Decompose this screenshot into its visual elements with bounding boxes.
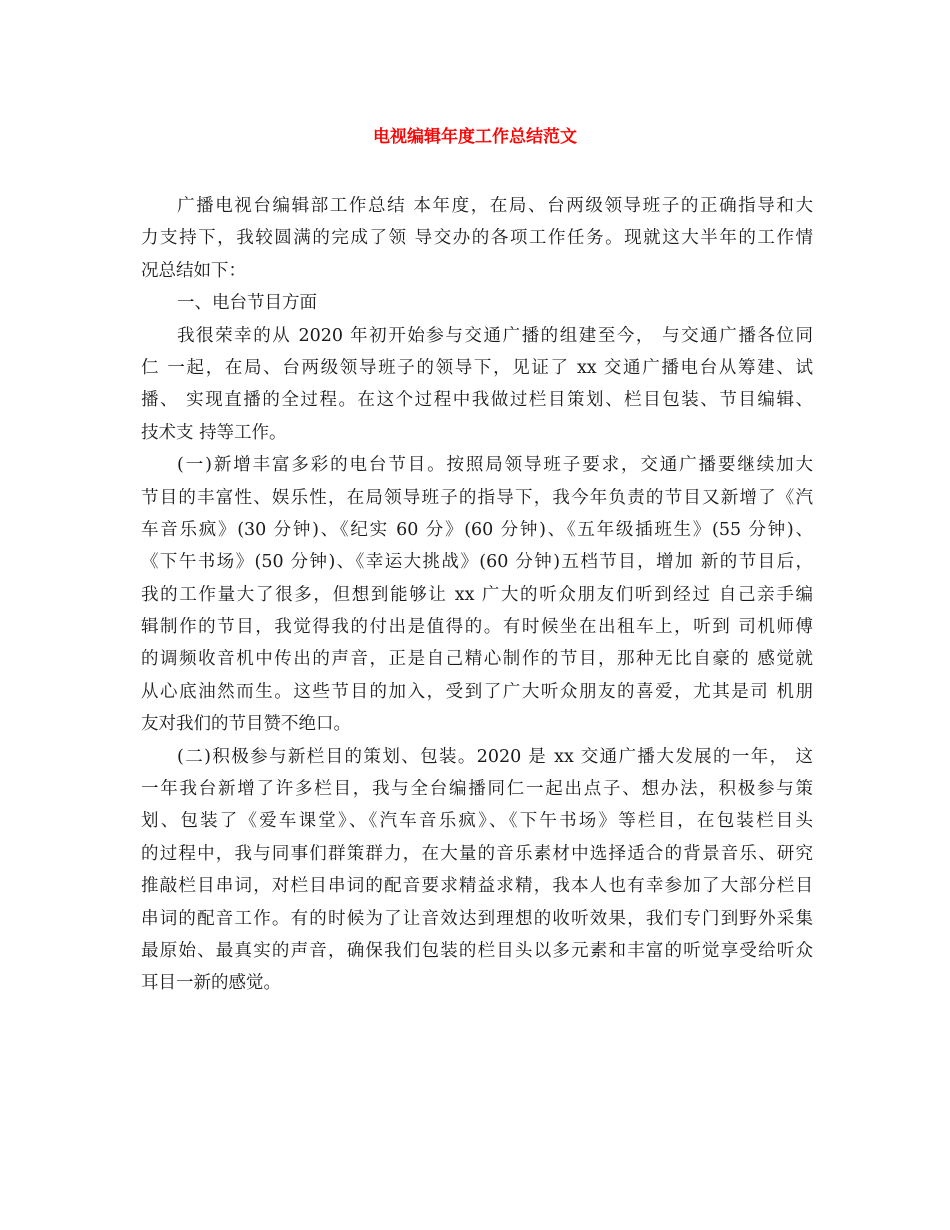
document-title: 电视编辑年度工作总结范文	[373, 127, 577, 147]
body-line: 我很荣幸的从 2020 年初开始参与交通广播的组建至今， 与交通广播各位同	[177, 325, 813, 346]
body-line: 划、包装了《爱车课堂》、《汽车音乐疯》、《下午书场》等栏目，在包装栏目头	[141, 811, 813, 832]
body-line: 我的工作量大了很多，但想到能够让 xx 广大的听众朋友们听到经过 自己亲手编	[141, 584, 813, 605]
body-line: 一年我台新增了许多栏目，我与全台编播同仁一起出点子、想办法，积极参与策	[141, 779, 813, 800]
body-line: 推敲栏目串词，对栏目串词的配音要求精益求精，我本人也有幸参加了大部分栏目	[141, 876, 813, 897]
body-line: 技术支 持等工作。	[141, 422, 287, 443]
body-line: 《下午书场》(50 分钟)、《幸运大挑战》(60 分钟)五档节目，增加 新的节目后，	[141, 552, 813, 573]
document-body	[141, 190, 813, 1000]
body-line: 力支持下，我较圆满的完成了领 导交办的各项工作任务。现就这大半年的工作情	[141, 228, 813, 249]
body-line: 耳目一新的感觉。	[141, 973, 281, 994]
body-line: 一、电台节目方面	[177, 293, 317, 314]
body-line: 串词的配音工作。有的时候为了让音效达到理想的收听效果，我们专门到野外采集	[141, 908, 813, 929]
body-line: 况总结如下：	[141, 260, 246, 281]
body-line: 仁 一起，在局、台两级领导班子的领导下，见证了 xx 交通广播电台从筹建、试	[141, 357, 813, 378]
body-line: 的调频收音机中传出的声音，正是自己精心制作的节目，那种无比自豪的 感觉就	[141, 649, 813, 670]
body-line: 友对我们的节目赞不绝口。	[141, 714, 351, 735]
body-line: 播、 实现直播的全过程。在这个过程中我做过栏目策划、栏目包装、节目编辑、	[141, 390, 813, 411]
body-line: (二)积极参与新栏目的策划、包装。2020 是 xx 交通广播大发展的一年， 这	[177, 746, 813, 767]
body-line: (一)新增丰富多彩的电台节目。按照局领导班子要求，交通广播要继续加大	[177, 455, 813, 476]
body-line: 从心底油然而生。这些节目的加入，受到了广大听众朋友的喜爱，尤其是司 机朋	[141, 681, 813, 702]
body-line: 的过程中，我与同事们群策群力，在大量的音乐素材中选择适合的背景音乐、研究	[141, 843, 813, 864]
body-line: 辑制作的节目，我觉得我的付出是值得的。有时候坐在出租车上，听到 司机师傅	[141, 617, 813, 638]
body-line: 最原始、最真实的声音，确保我们包装的栏目头以多元素和丰富的听觉享受给听众	[141, 940, 813, 961]
body-line: 车音乐疯》(30 分钟)、《纪实 60 分》(60 分钟)、《五年级插班生》(55 分钟)、	[141, 519, 813, 540]
body-line: 节目的丰富性、娱乐性，在局领导班子的指导下，我今年负责的节目又新增了《汽	[141, 487, 813, 508]
body-line: 广播电视台编辑部工作总结 本年度，在局、台两级领导班子的正确指导和大	[177, 196, 813, 216]
